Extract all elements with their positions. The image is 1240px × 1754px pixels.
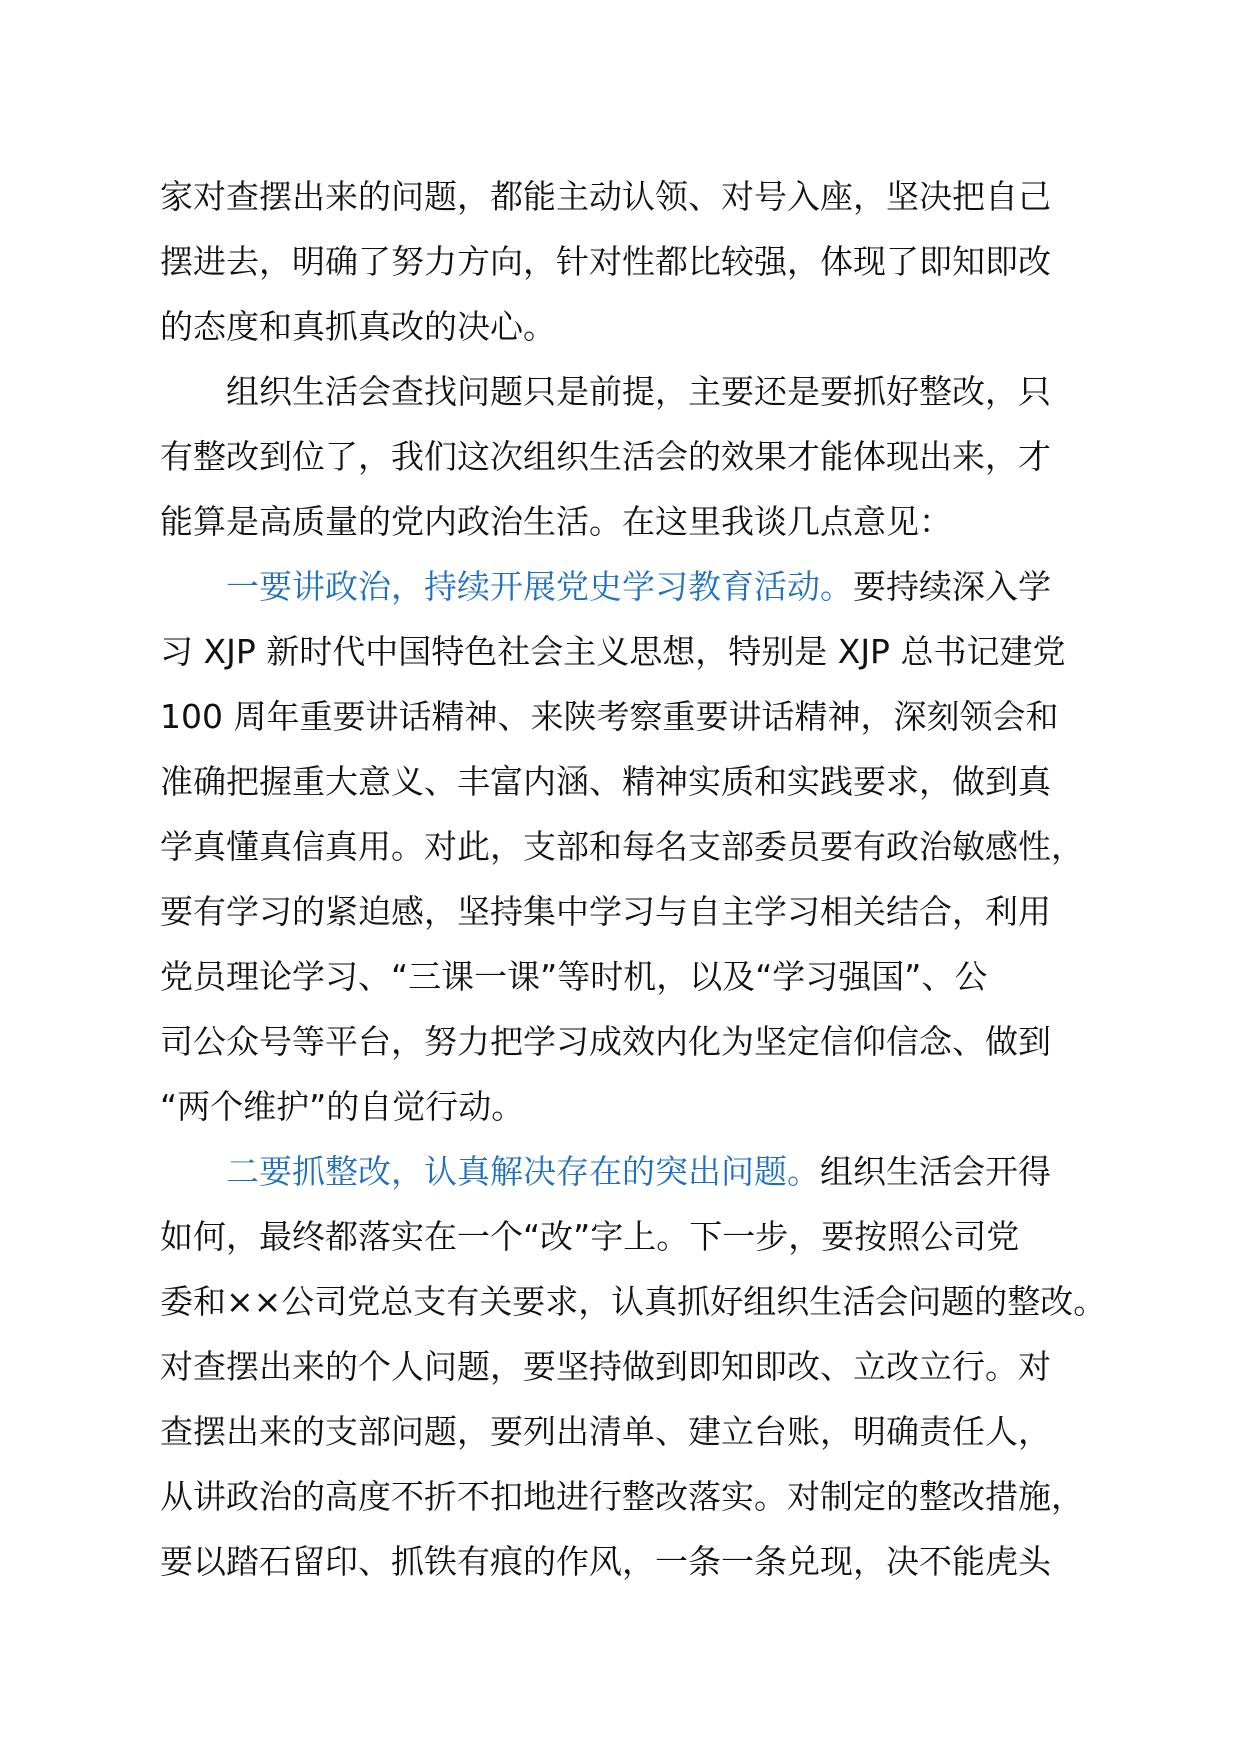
text-line: 100 周年重要讲话精神、来陕考察重要讲话精神，深刻领会和 [160,697,1059,736]
text-line: 摆进去，明确了努力方向，针对性都比较强，体现了即知即改 [160,242,1051,281]
text-line: 的态度和真抓真改的决心。 [160,307,556,346]
text-line: 要以踏石留印、抓铁有痕的作风，一条一条兑现，决不能虎头 [160,1542,1051,1581]
text-line: 习 XJP 新时代中国特色社会主义思想，特别是 XJP 总书记建党 [160,632,1066,671]
text-line: 司公众号等平台，努力把学习成效内化为坚定信仰信念、做到 [160,1022,1051,1061]
text-line [160,554,1110,619]
text-line: 学真懂真信真用。对此，支部和每名支部委员要有政治敏感性， [160,827,1084,866]
text-line: 如何，最终都落实在一个“改”字上。下一步，要按照公司党 [160,1217,1020,1256]
paragraph-1 [160,164,1110,359]
section-heading: 一要讲政治，持续开展党史学习教育活动。 [226,567,853,606]
text-line: 家对查摆出来的问题，都能主动认领、对号入座，坚决把自己 [160,177,1051,216]
text-line: 有整改到位了，我们这次组织生活会的效果才能体现出来，才 [160,437,1051,476]
text-line [160,1139,1110,1204]
document-page [160,164,1110,1594]
paragraph-4 [160,1139,1110,1594]
text-run: 要持续深入学 [853,567,1051,606]
text-line: 对查摆出来的个人问题，要坚持做到即知即改、立改立行。对 [160,1347,1051,1386]
text-line: 委和××公司党总支有关要求，认真抓好组织生活会问题的整改。 [160,1282,1107,1321]
text-line: 准确把握重大意义、丰富内涵、精神实质和实践要求，做到真 [160,762,1051,801]
paragraph-2 [160,359,1110,554]
text-line: 组织生活会查找问题只是前提，主要还是要抓好整改，只 [226,372,1051,411]
text-line: 能算是高质量的党内政治生活。在这里我谈几点意见： [160,502,952,541]
section-heading: 二要抓整改，认真解决存在的突出问题。 [226,1152,820,1191]
text-line: 党员理论学习、“三课一课”等时机，以及“学习强国”、公 [160,957,988,996]
text-line: 从讲政治的高度不折不扣地进行整改落实。对制定的整改措施， [160,1477,1084,1516]
text-line: 要有学习的紧迫感，坚持集中学习与自主学习相关结合，利用 [160,892,1051,931]
text-run: 组织生活会开得 [820,1152,1051,1191]
paragraph-3 [160,554,1110,1139]
text-line: “两个维护”的自觉行动。 [160,1087,525,1126]
text-line: 查摆出来的支部问题，要列出清单、建立台账，明确责任人， [160,1412,1051,1451]
